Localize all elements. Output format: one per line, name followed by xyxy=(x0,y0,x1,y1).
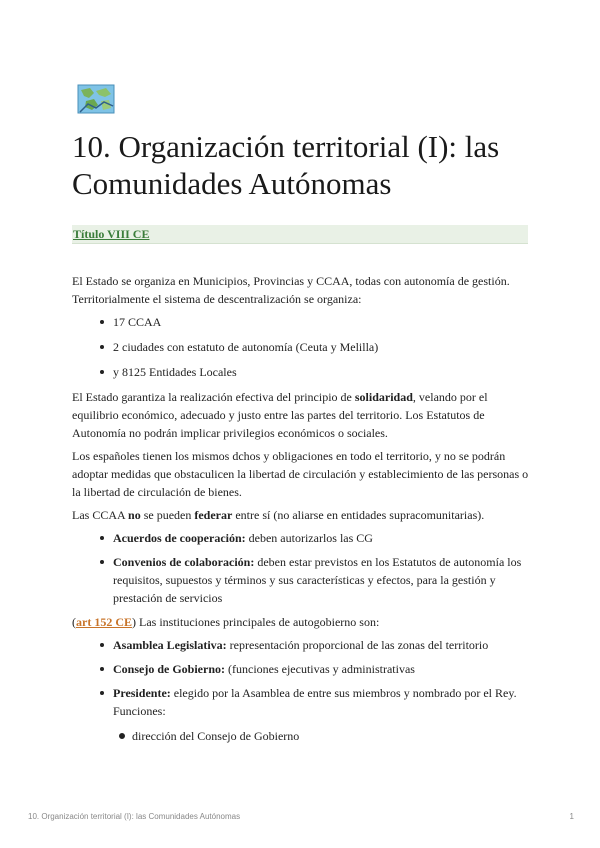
solidarity-paragraph xyxy=(72,388,532,442)
bold-text: federar xyxy=(194,508,233,522)
functions-sublist xyxy=(113,727,532,745)
page-title: 10. Organización territorial (I): las Comunidades Autónomas xyxy=(72,129,500,201)
institutions-list xyxy=(72,636,532,745)
item-text: deben estar previstos en los Estatutos de autonomía los requisitos, supuestos y términos y sus características y efectos, para la gestión y prestación de servicios xyxy=(113,555,522,605)
federation-paragraph xyxy=(72,506,532,524)
item-text: representación proporcional de las zonas del territorio xyxy=(226,638,489,652)
map-icon xyxy=(76,82,116,116)
list-item xyxy=(113,636,532,654)
rights-paragraph: Los españoles tienen los mismos dchos y obligaciones en todo el territorio, y no se podrán adoptar medidas que obstaculicen la libertad de circulación y establecimiento de las personas o la libertad de circulación de bienes. xyxy=(72,449,529,499)
item-text: (funciones ejecutivas y administrativas xyxy=(225,662,415,676)
item-text: elegido por la Asamblea de entre sus miembros y nombrado por el Rey. Funciones: xyxy=(113,686,517,718)
list-item xyxy=(113,553,532,607)
item-term: Consejo de Gobierno: xyxy=(113,662,225,676)
sublist-item: dirección del Consejo de Gobierno xyxy=(132,727,532,745)
section-header xyxy=(72,225,528,244)
page-footer xyxy=(28,812,574,821)
intro-paragraph: El Estado se organiza en Municipios, Provincias y CCAA, todas con autonomía de gestión. Territorialmente el sistema de descentralización se organiza: xyxy=(72,274,510,306)
list-item xyxy=(113,660,532,678)
item-term: Presidente: xyxy=(113,686,171,700)
territory-list xyxy=(72,313,532,381)
footer-title: 10. Organización territorial (I): las Comunidades Autónomas xyxy=(28,812,241,821)
item-term: Convenios de colaboración: xyxy=(113,555,255,569)
list-item: 2 ciudades con estatuto de autonomía (Ceuta y Melilla) xyxy=(113,338,532,356)
list-item: 17 CCAA xyxy=(113,313,532,331)
text: se pueden xyxy=(140,508,195,522)
article-link[interactable]: art 152 CE xyxy=(76,615,132,629)
list-item xyxy=(113,684,532,745)
text: ) Las instituciones principales de autogobierno son: xyxy=(132,615,380,629)
item-term: Asamblea Legislativa: xyxy=(113,638,227,652)
text: , velando por el equilibrio económico, adecuado y justo entre las partes del territorio. Los Estatutos de Autonomía no podrán implicar privilegios económicos o sociales. xyxy=(72,390,488,440)
text: ( xyxy=(72,615,76,629)
agreements-list xyxy=(72,529,532,607)
text: El Estado garantiza la realización efectiva del principio de xyxy=(72,390,355,404)
list-item: y 8125 Entidades Locales xyxy=(113,363,532,381)
bold-text: no xyxy=(128,508,141,522)
item-text: deben autorizarlos las CG xyxy=(245,531,373,545)
item-term: Acuerdos de cooperación: xyxy=(113,531,246,545)
text: entre sí (no aliarse en entidades supracomunitarias). xyxy=(232,508,485,522)
bold-text: solidaridad xyxy=(354,390,413,404)
list-item xyxy=(113,529,532,547)
institutions-paragraph xyxy=(72,613,532,631)
section-link[interactable]: Título VIII CE xyxy=(73,227,150,241)
text: Las CCAA xyxy=(72,508,129,522)
page-number: 1 xyxy=(569,812,574,821)
document-body xyxy=(72,272,532,751)
